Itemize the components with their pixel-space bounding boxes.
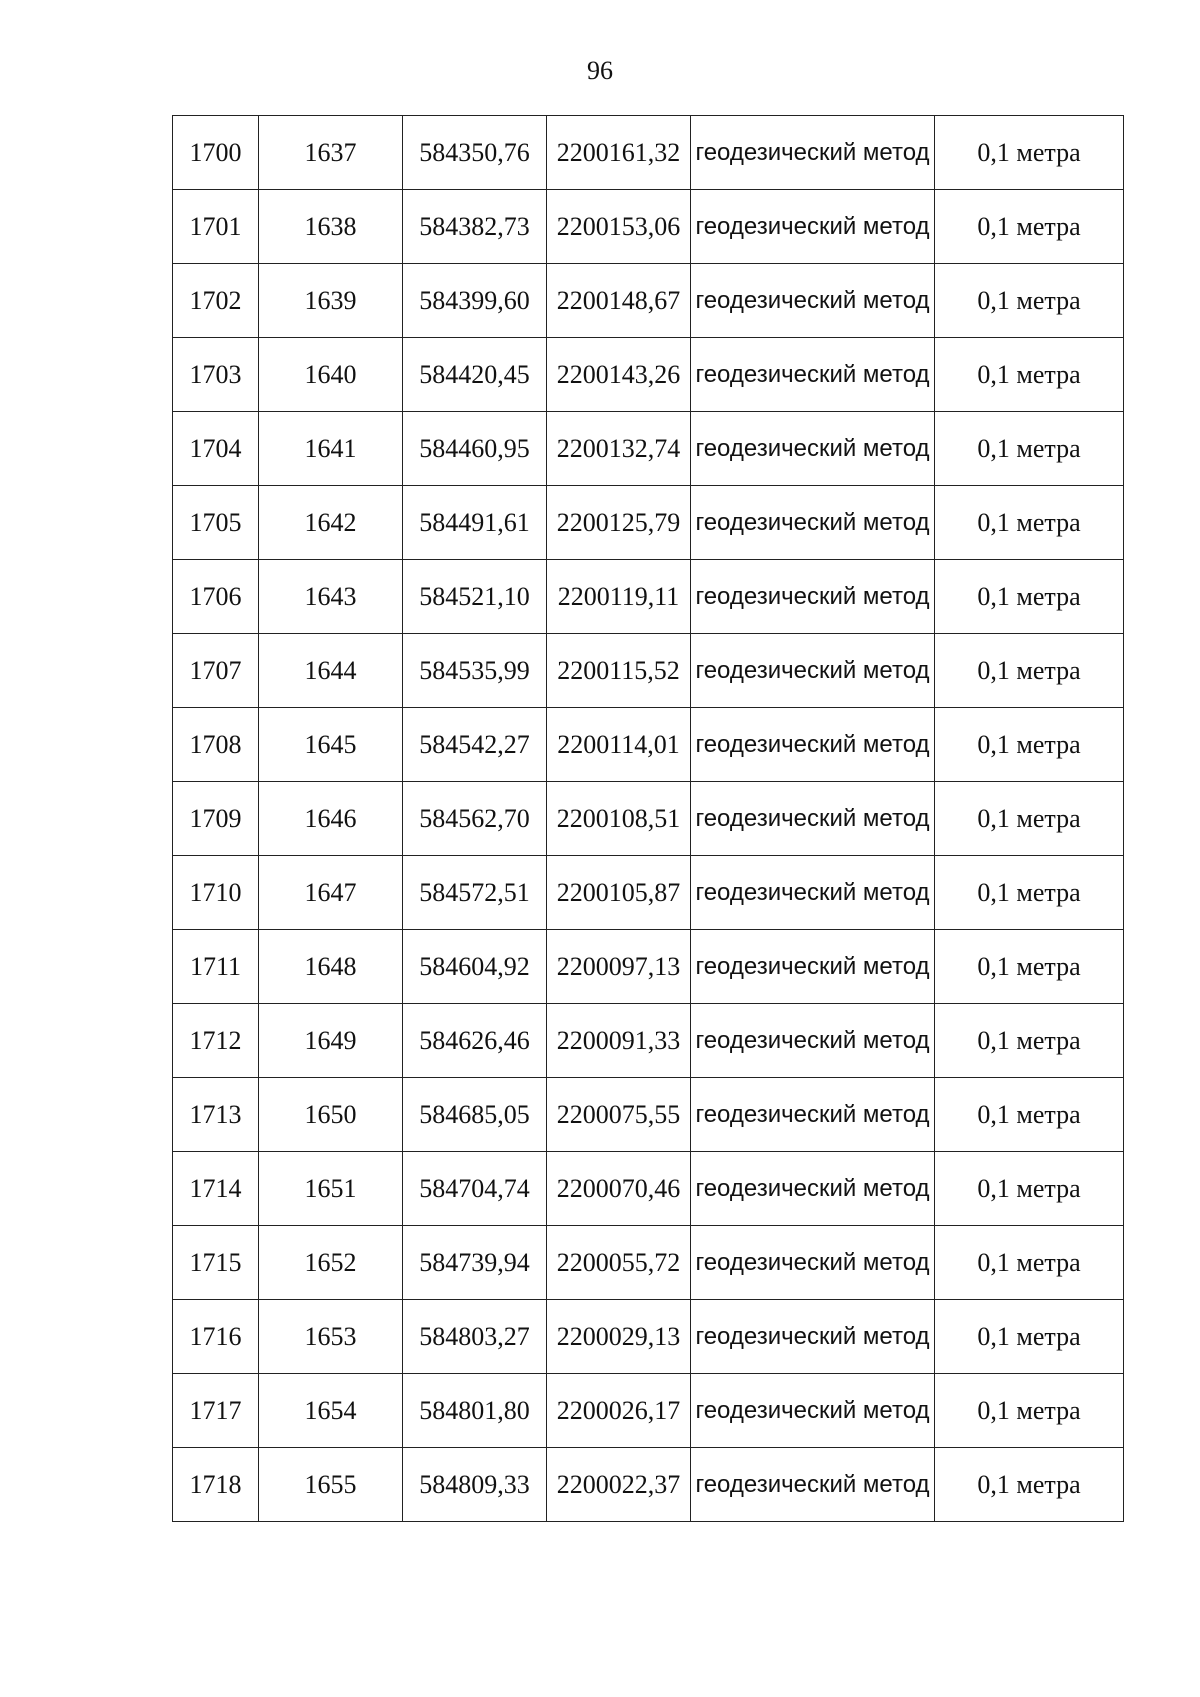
table-row (173, 1078, 1124, 1152)
cell-number: 1711 (173, 930, 259, 1004)
cell-y-coordinate: 2200026,17 (547, 1374, 691, 1448)
cell-accuracy: 0,1 метра (935, 412, 1124, 486)
cell-point-number: 1652 (259, 1226, 403, 1300)
cell-x-coordinate: 584801,80 (403, 1374, 547, 1448)
cell-number: 1710 (173, 856, 259, 930)
table-row (173, 1004, 1124, 1078)
cell-number: 1706 (173, 560, 259, 634)
cell-number: 1700 (173, 116, 259, 190)
cell-number: 1709 (173, 782, 259, 856)
cell-number: 1714 (173, 1152, 259, 1226)
cell-point-number: 1647 (259, 856, 403, 930)
cell-point-number: 1650 (259, 1078, 403, 1152)
cell-y-coordinate: 2200105,87 (547, 856, 691, 930)
cell-y-coordinate: 2200125,79 (547, 486, 691, 560)
cell-accuracy: 0,1 метра (935, 1300, 1124, 1374)
cell-x-coordinate: 584350,76 (403, 116, 547, 190)
table-row (173, 116, 1124, 190)
cell-method: геодезический метод (691, 264, 935, 338)
cell-x-coordinate: 584803,27 (403, 1300, 547, 1374)
table-row (173, 1152, 1124, 1226)
cell-point-number: 1641 (259, 412, 403, 486)
cell-point-number: 1642 (259, 486, 403, 560)
cell-x-coordinate: 584420,45 (403, 338, 547, 412)
cell-x-coordinate: 584685,05 (403, 1078, 547, 1152)
cell-y-coordinate: 2200119,11 (547, 560, 691, 634)
cell-x-coordinate: 584399,60 (403, 264, 547, 338)
cell-number: 1701 (173, 190, 259, 264)
cell-accuracy: 0,1 метра (935, 856, 1124, 930)
cell-x-coordinate: 584572,51 (403, 856, 547, 930)
cell-number: 1716 (173, 1300, 259, 1374)
cell-accuracy: 0,1 метра (935, 560, 1124, 634)
cell-y-coordinate: 2200029,13 (547, 1300, 691, 1374)
cell-method: геодезический метод (691, 782, 935, 856)
cell-accuracy: 0,1 метра (935, 1152, 1124, 1226)
cell-method: геодезический метод (691, 338, 935, 412)
cell-point-number: 1654 (259, 1374, 403, 1448)
cell-number: 1705 (173, 486, 259, 560)
cell-x-coordinate: 584382,73 (403, 190, 547, 264)
cell-accuracy: 0,1 метра (935, 634, 1124, 708)
table-row (173, 782, 1124, 856)
table-row (173, 1300, 1124, 1374)
cell-method: геодезический метод (691, 1078, 935, 1152)
cell-number: 1702 (173, 264, 259, 338)
cell-x-coordinate: 584809,33 (403, 1448, 547, 1522)
cell-method: геодезический метод (691, 412, 935, 486)
table-row (173, 1226, 1124, 1300)
cell-method: геодезический метод (691, 560, 935, 634)
cell-y-coordinate: 2200114,01 (547, 708, 691, 782)
cell-number: 1707 (173, 634, 259, 708)
cell-y-coordinate: 2200075,55 (547, 1078, 691, 1152)
table-row (173, 634, 1124, 708)
cell-point-number: 1648 (259, 930, 403, 1004)
cell-point-number: 1651 (259, 1152, 403, 1226)
cell-point-number: 1646 (259, 782, 403, 856)
cell-method: геодезический метод (691, 486, 935, 560)
cell-accuracy: 0,1 метра (935, 116, 1124, 190)
cell-accuracy: 0,1 метра (935, 1226, 1124, 1300)
cell-y-coordinate: 2200148,67 (547, 264, 691, 338)
cell-point-number: 1649 (259, 1004, 403, 1078)
cell-accuracy: 0,1 метра (935, 190, 1124, 264)
cell-method: геодезический метод (691, 1226, 935, 1300)
cell-number: 1715 (173, 1226, 259, 1300)
page-number: 96 (587, 56, 613, 85)
table-row (173, 1448, 1124, 1522)
cell-y-coordinate: 2200115,52 (547, 634, 691, 708)
cell-accuracy: 0,1 метра (935, 338, 1124, 412)
cell-point-number: 1640 (259, 338, 403, 412)
cell-accuracy: 0,1 метра (935, 1374, 1124, 1448)
cell-number: 1703 (173, 338, 259, 412)
cell-number: 1708 (173, 708, 259, 782)
cell-number: 1713 (173, 1078, 259, 1152)
cell-y-coordinate: 2200161,32 (547, 116, 691, 190)
cell-x-coordinate: 584562,70 (403, 782, 547, 856)
cell-point-number: 1644 (259, 634, 403, 708)
table-row (173, 930, 1124, 1004)
cell-y-coordinate: 2200022,37 (547, 1448, 691, 1522)
table-row (173, 486, 1124, 560)
cell-point-number: 1639 (259, 264, 403, 338)
table-row (173, 412, 1124, 486)
coordinates-table-body (173, 116, 1124, 1522)
cell-x-coordinate: 584521,10 (403, 560, 547, 634)
cell-method: геодезический метод (691, 190, 935, 264)
cell-y-coordinate: 2200097,13 (547, 930, 691, 1004)
table-row (173, 560, 1124, 634)
cell-accuracy: 0,1 метра (935, 1448, 1124, 1522)
cell-accuracy: 0,1 метра (935, 930, 1124, 1004)
cell-accuracy: 0,1 метра (935, 264, 1124, 338)
cell-method: геодезический метод (691, 1152, 935, 1226)
cell-y-coordinate: 2200132,74 (547, 412, 691, 486)
cell-point-number: 1645 (259, 708, 403, 782)
cell-method: геодезический метод (691, 708, 935, 782)
table-row (173, 856, 1124, 930)
cell-x-coordinate: 584626,46 (403, 1004, 547, 1078)
cell-point-number: 1643 (259, 560, 403, 634)
cell-y-coordinate: 2200153,06 (547, 190, 691, 264)
cell-method: геодезический метод (691, 116, 935, 190)
cell-point-number: 1638 (259, 190, 403, 264)
cell-y-coordinate: 2200108,51 (547, 782, 691, 856)
table-row (173, 708, 1124, 782)
cell-number: 1712 (173, 1004, 259, 1078)
cell-accuracy: 0,1 метра (935, 1078, 1124, 1152)
cell-x-coordinate: 584535,99 (403, 634, 547, 708)
cell-y-coordinate: 2200091,33 (547, 1004, 691, 1078)
table-row (173, 264, 1124, 338)
cell-accuracy: 0,1 метра (935, 1004, 1124, 1078)
coordinates-table (172, 115, 1124, 1522)
cell-x-coordinate: 584542,27 (403, 708, 547, 782)
cell-x-coordinate: 584491,61 (403, 486, 547, 560)
cell-method: геодезический метод (691, 1004, 935, 1078)
cell-method: геодезический метод (691, 930, 935, 1004)
cell-y-coordinate: 2200070,46 (547, 1152, 691, 1226)
cell-y-coordinate: 2200055,72 (547, 1226, 691, 1300)
table-row (173, 338, 1124, 412)
cell-accuracy: 0,1 метра (935, 782, 1124, 856)
cell-number: 1718 (173, 1448, 259, 1522)
cell-point-number: 1637 (259, 116, 403, 190)
cell-method: геодезический метод (691, 634, 935, 708)
cell-x-coordinate: 584604,92 (403, 930, 547, 1004)
cell-method: геодезический метод (691, 1374, 935, 1448)
cell-point-number: 1653 (259, 1300, 403, 1374)
table-row (173, 1374, 1124, 1448)
cell-method: геодезический метод (691, 1300, 935, 1374)
cell-x-coordinate: 584704,74 (403, 1152, 547, 1226)
table-row (173, 190, 1124, 264)
cell-x-coordinate: 584460,95 (403, 412, 547, 486)
cell-y-coordinate: 2200143,26 (547, 338, 691, 412)
cell-method: геодезический метод (691, 856, 935, 930)
cell-accuracy: 0,1 метра (935, 708, 1124, 782)
cell-accuracy: 0,1 метра (935, 486, 1124, 560)
cell-x-coordinate: 584739,94 (403, 1226, 547, 1300)
cell-number: 1704 (173, 412, 259, 486)
cell-point-number: 1655 (259, 1448, 403, 1522)
cell-number: 1717 (173, 1374, 259, 1448)
cell-method: геодезический метод (691, 1448, 935, 1522)
